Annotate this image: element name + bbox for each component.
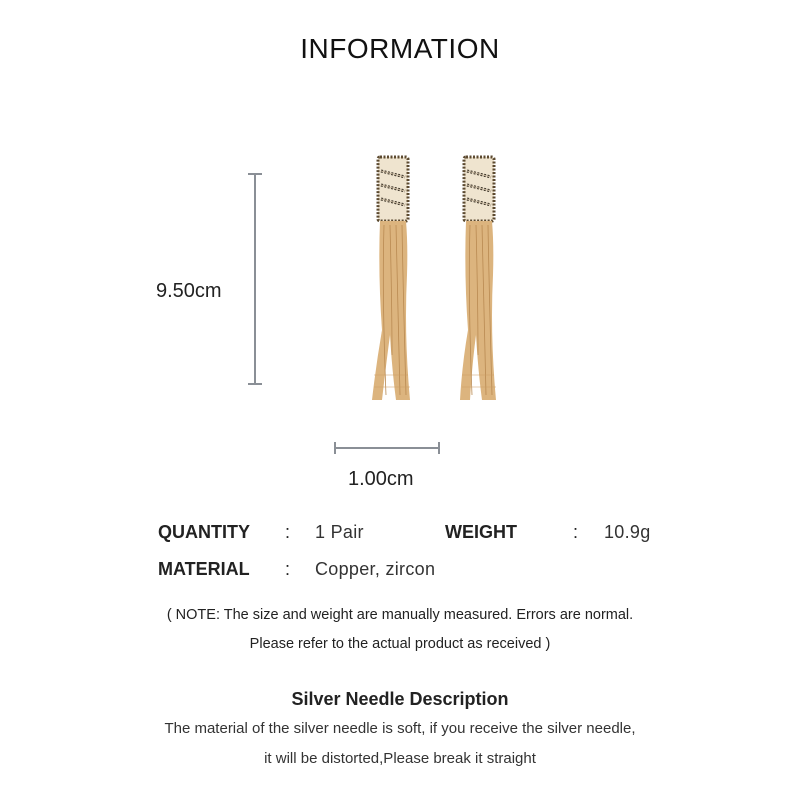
- quantity-value: 1 Pair: [315, 522, 364, 542]
- height-label: 9.50cm: [156, 280, 222, 302]
- dimension-bar: [334, 447, 440, 449]
- earring-left: [370, 155, 414, 405]
- page-title: INFORMATION: [300, 33, 500, 64]
- earring-right: [458, 155, 502, 405]
- silver-needle-line-1: The material of the silver needle is soft, if you receive the silver needle,: [164, 720, 636, 737]
- dimension-bar: [254, 173, 256, 385]
- quantity-colon: :: [285, 522, 291, 542]
- width-dimension-line: [334, 442, 440, 454]
- material-colon: :: [285, 559, 291, 579]
- weight-colon: :: [573, 522, 579, 542]
- weight-value: 10.9g: [604, 522, 651, 542]
- note-line-2: Please refer to the actual product as received ): [249, 636, 551, 652]
- quantity-label: QUANTITY: [158, 522, 250, 542]
- silver-needle-title: Silver Needle Description: [291, 689, 509, 709]
- weight-label: WEIGHT: [445, 522, 517, 542]
- dimension-cap-right: [438, 442, 440, 454]
- silver-needle-line-2: it will be distorted,Please break it straight: [264, 750, 536, 767]
- material-label: MATERIAL: [158, 559, 250, 579]
- material-value: Copper, zircon: [315, 559, 436, 579]
- dimension-cap-bottom: [248, 383, 262, 385]
- width-label: 1.00cm: [348, 468, 414, 490]
- note-line-1: ( NOTE: The size and weight are manually measured. Errors are normal.: [166, 607, 634, 623]
- height-dimension-line: [248, 173, 262, 385]
